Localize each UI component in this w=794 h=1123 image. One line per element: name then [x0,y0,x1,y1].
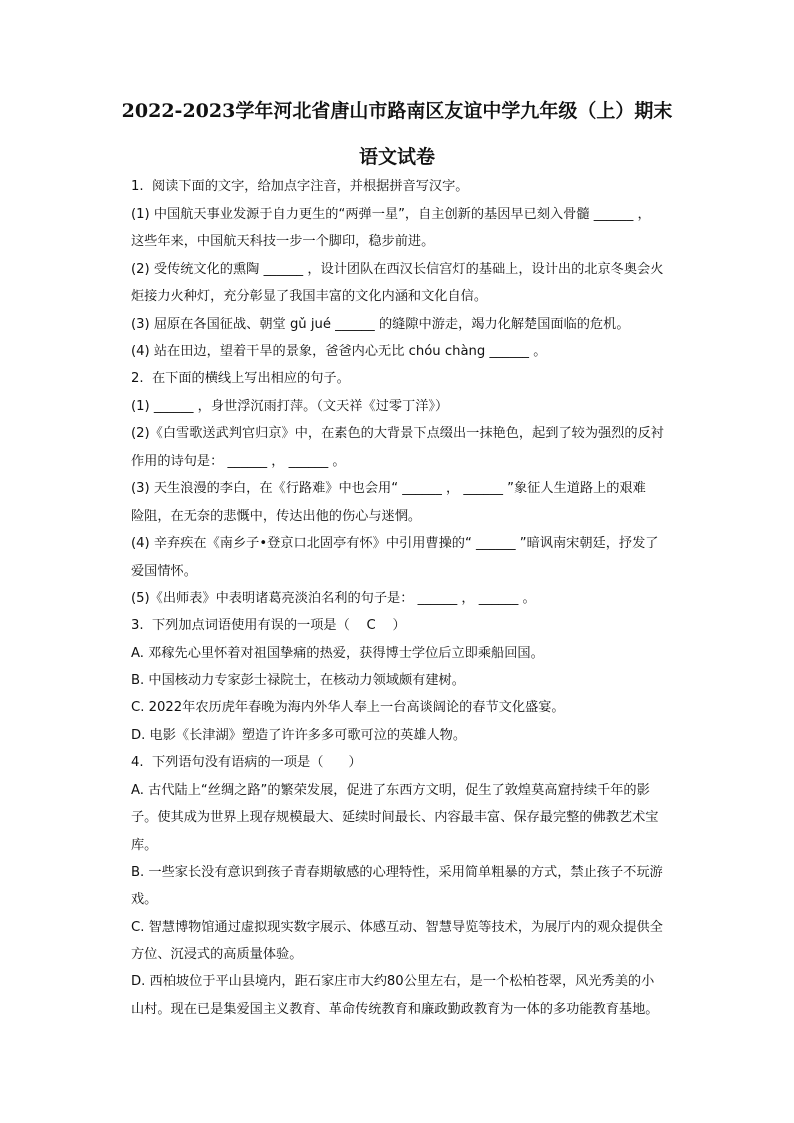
q4-option-a-cont: 库。 [131,838,158,853]
q3-option-a: A. 邓稼先心里怀着对祖国挚痛的热爱，获得博士学位后立即乘船回国。 [131,646,544,661]
q3-stem: 3. 下列加点词语使用有误的一项是（ C ） [131,618,406,633]
q2-item-2-cont: 作用的诗句是： ______ ， ______ 。 [131,454,346,469]
q4-option-a: A. 古代陆上“丝绸之路”的繁荣发展，促进了东西方文明，促生了敦煌莫高窟持续千年的影 [131,783,650,798]
q3-option-d: D. 电影《长津湖》塑造了许许多多可歌可泣的英雄人物。 [131,728,467,743]
q1-item-4: (4) 站在田边，望着干旱的景象，爸爸内心无比 chóu chàng ______ 。 [131,344,547,359]
q4-option-a-cont: 子。使其成为世界上现存规模最大、延续时间最长、内容最丰富、保存最完整的佛教艺术宝 [131,810,659,825]
exam-subtitle: 语文试卷 [358,146,435,168]
q4-option-d-cont: 山村。现在已是集爱国主义教育、革命传统教育和廉政勤政教育为一体的多功能教育基地。 [131,1002,659,1017]
q4-option-c-cont: 方位、沉浸式的高质量体验。 [131,947,303,962]
exam-title: 2022-2023学年河北省唐山市路南区友谊中学九年级（上）期末 [121,100,673,122]
q4-option-b-cont: 戏。 [131,892,158,907]
q4-option-b: B. 一些家长没有意识到孩子青春期敏感的心理特性，采用简单粗暴的方式，禁止孩子不玩游 [131,865,663,880]
q2-item-4-cont: 爱国情怀。 [131,564,197,579]
q1-item-3: (3) 屈原在各国征战、朝堂 gǔ jué ______ 的缝隙中游走，竭力化解楚国面临的危机。 [131,317,630,332]
q1-item-2-cont: 炬接力火种灯，充分彰显了我国丰富的文化内涵和文化自信。 [131,289,488,304]
q1-item-2: (2) 受传统文化的熏陶 ______ ，设计团队在西汉长信宫灯的基础上，设计出的北京冬奥会火 [131,262,664,277]
q4-stem: 4. 下列语句没有语病的一项是（ ） [131,755,362,770]
q4-option-d: D. 西柏坡位于平山县境内，距石家庄市大约80公里左右，是一个松柏苍翠，风光秀美的小 [131,974,655,989]
q2-item-3: (3) 天生浪漫的李白，在《行路难》中也会用“ ______ ， ______ ”象征人生道路上的艰难 [131,481,646,496]
q4-option-c: C. 智慧博物馆通过虚拟现实数字展示、体感互动、智慧导览等技术，为展厅内的观众提供全 [131,920,663,935]
q2-item-3-cont: 险阻，在无奈的悲慨中，传达出他的伤心与迷惘。 [131,509,422,524]
q3-option-c: C. 2022年农历虎年春晚为海内外华人奉上一台高谈阔论的春节文化盛宴。 [131,700,565,715]
q2-stem: 2. 在下面的横线上写出相应的句子。 [131,371,350,386]
q1-item-1: (1) 中国航天事业发源于自力更生的“两弹一星”，自主创新的基因早已刻入骨髓 ______ ， [131,207,651,222]
q2-item-4: (4) 辛弃疾在《南乡子•登京口北固亭有怀》中引用曹操的“ ______ ”暗讽南宋朝廷，抒发了 [131,536,659,551]
q2-item-1: (1) ______ ，身世浮沉雨打萍。（文天祥《过零丁洋》） [131,399,449,414]
q1-item-1-cont: 这些年来，中国航天科技一步一个脚印，稳步前进。 [131,234,435,249]
q3-option-b: B. 中国核动力专家彭士禄院士，在核动力领域颇有建树。 [131,673,465,688]
q1-stem: 1. 阅读下面的文字，给加点字注音，并根据拼音写汉字。 [131,179,469,194]
q2-item-2: (2)《白雪歌送武判官归京》中，在素色的大背景下点缀出一抹艳色，起到了较为强烈的反衬 [131,426,664,441]
q2-item-5: (5)《出师表》中表明诸葛亮淡泊名利的句子是： ______ ， ______ 。 [131,591,536,606]
